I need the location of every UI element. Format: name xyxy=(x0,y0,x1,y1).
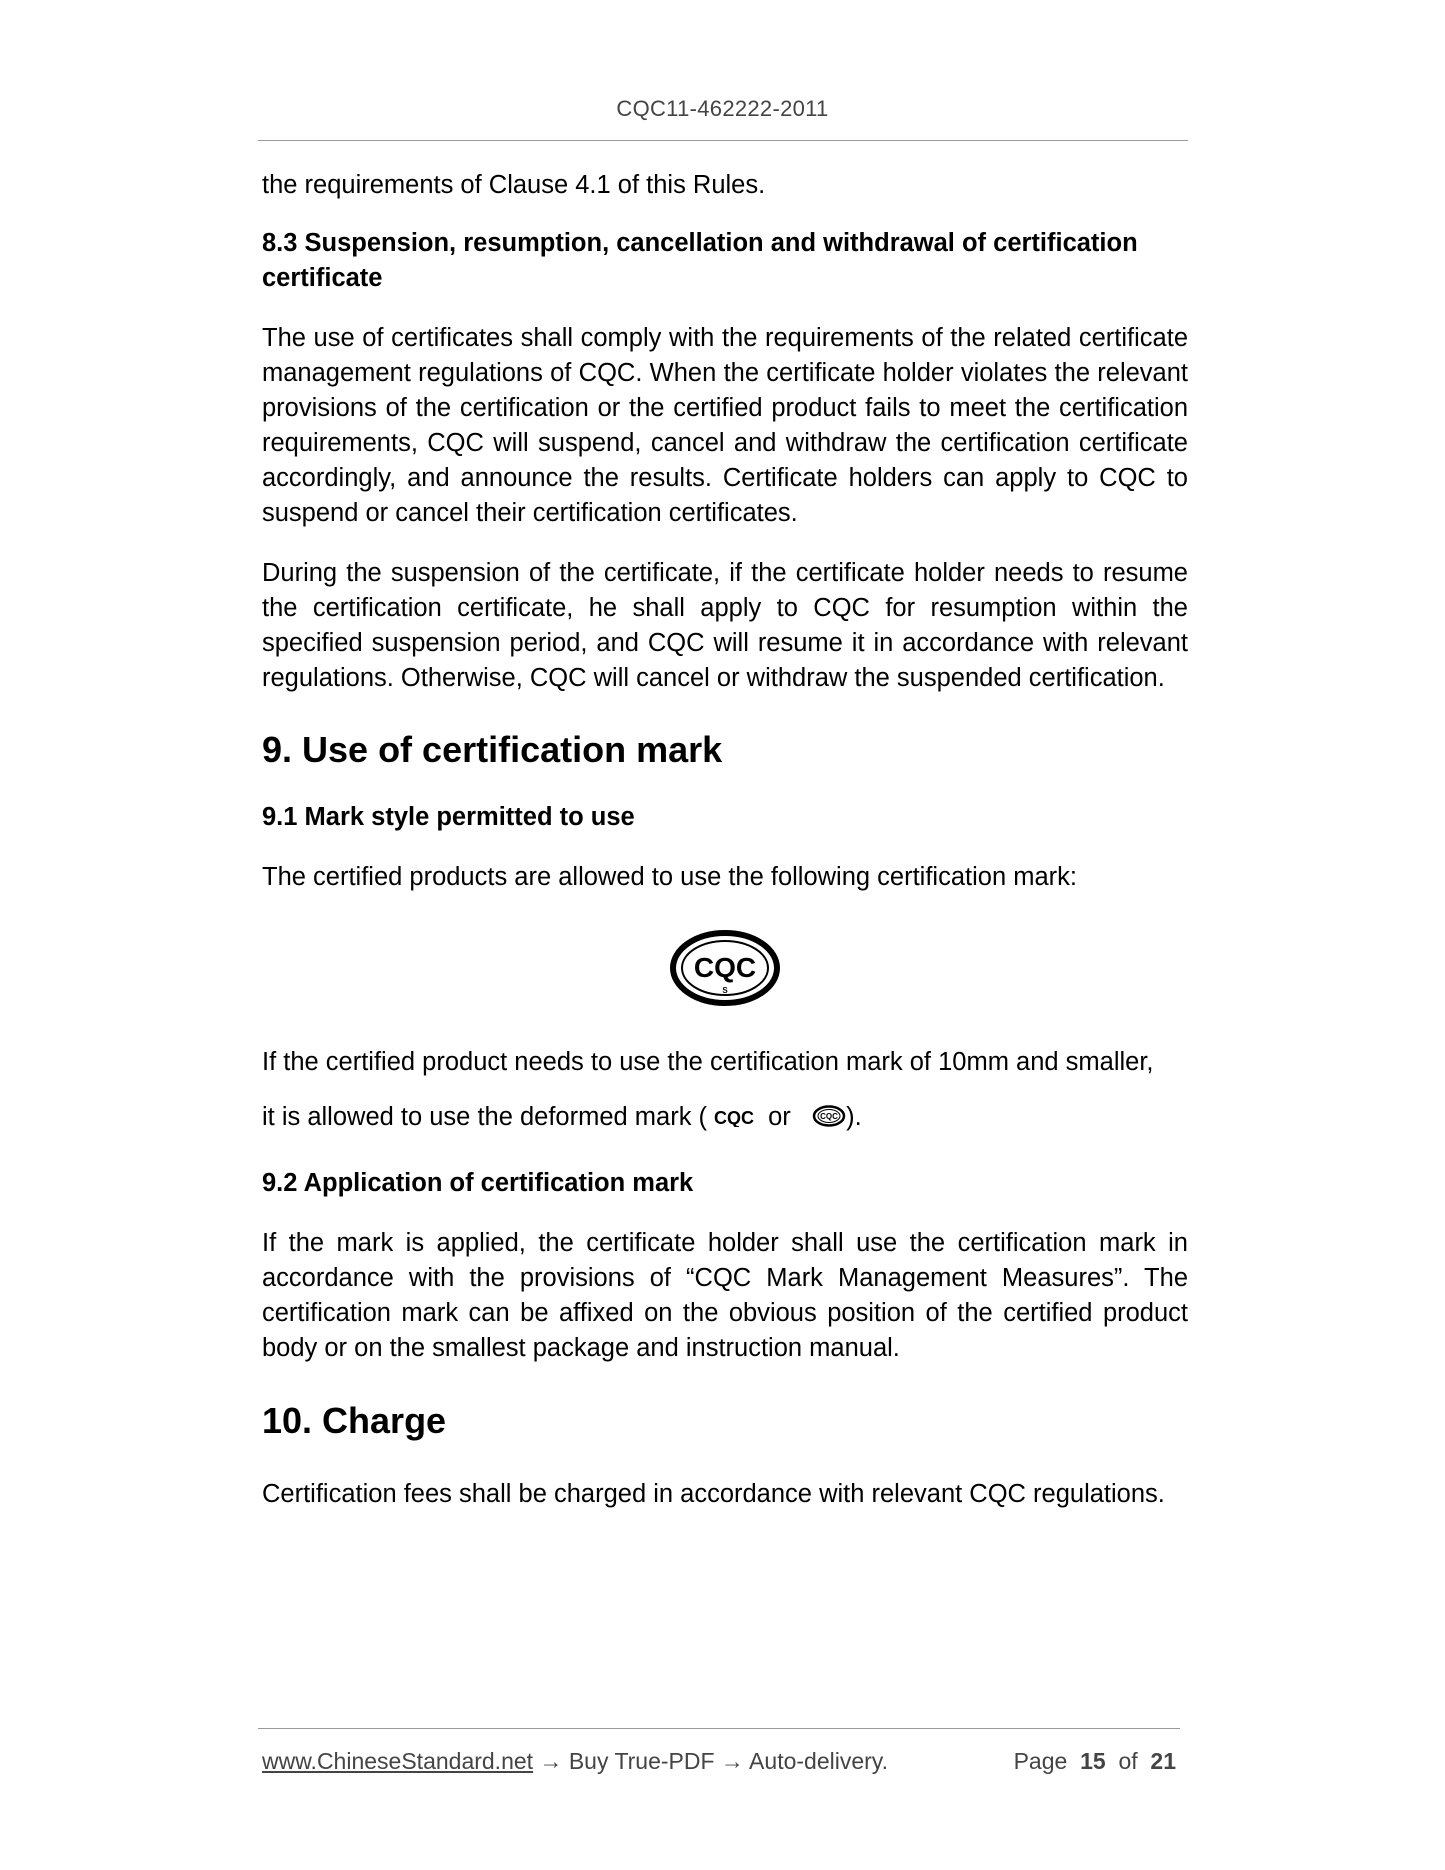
section-9-title: 9. Use of certification mark xyxy=(262,729,723,770)
deformed-mark-text-post: ). xyxy=(846,1103,862,1131)
section-8-3-paragraph-2: During the suspension of the certificate, if the certificate holder needs to resume the certification certificate, he shall apply to CQC for resumption within the specified suspension period, and CQC will resume it in accordance with relevant regulations. Otherwise, CQC will cancel or withdraw the suspended certification. xyxy=(262,559,1188,692)
section-8-3-paragraph-1: The use of certificates shall comply with the requirements of the related certificate management regulations of CQC. When the certificate holder violates the relevant provisions of the certification or the certified product fails to meet the certification requirements, CQC will suspend, cancel and withdraw the certification certificate accordingly, and announce the results. Certificate holders can apply to CQC to suspend or cancel their certification certificates. xyxy=(262,324,1188,527)
section-9-1-paragraph-2-line-2 xyxy=(262,1100,1188,1135)
deformed-mark-text-pre: it is allowed to use the deformed mark ( xyxy=(262,1103,708,1131)
page-content xyxy=(262,168,1188,1512)
total-pages: 21 xyxy=(1150,1748,1176,1774)
footer-tagline: → Buy True-PDF → Auto-delivery. xyxy=(533,1748,888,1774)
cqc-mark-logo xyxy=(669,929,781,1007)
continued-text: the requirements of Clause 4.1 of this Rules. xyxy=(262,171,766,199)
chinese-standard-link[interactable]: www.ChineseStandard.net xyxy=(262,1748,534,1774)
cqc-mark-figure xyxy=(262,929,1188,1007)
svg-text:CQC: CQC xyxy=(714,1109,755,1127)
cqc-mark-sub: S xyxy=(722,986,728,995)
section-9-1-paragraph-1: The certified products are allowed to use the following certification mark: xyxy=(262,863,1077,891)
page-indicator xyxy=(1014,1746,1176,1776)
footer-divider xyxy=(258,1728,1180,1729)
page-word: Page xyxy=(1013,1748,1068,1774)
current-page-number: 15 xyxy=(1080,1748,1106,1774)
document-code: CQC11-462222-2011 xyxy=(616,96,829,121)
header-divider xyxy=(258,140,1188,141)
section-9-1-paragraph-2-line-1: If the certified product needs to use the certification mark of 10mm and smaller, xyxy=(262,1048,1154,1076)
section-8-3-title: 8.3 Suspension, resumption, cancellation and withdrawal of certification certificate xyxy=(262,229,1138,292)
of-word: of xyxy=(1118,1748,1138,1774)
section-10-paragraph-1: Certification fees shall be charged in accordance with relevant CQC regulations. xyxy=(262,1480,1165,1508)
section-10-title: 10. Charge xyxy=(262,1400,447,1441)
section-9-1-title: 9.1 Mark style permitted to use xyxy=(262,803,635,831)
deformed-mark-text-or: or xyxy=(768,1103,791,1131)
cqc-deformed-mark-1 xyxy=(707,1109,761,1127)
page-footer xyxy=(262,1746,1180,1776)
cqc-deformed-mark-2 xyxy=(812,1105,846,1127)
cqc-mark-text: CQC xyxy=(693,952,757,983)
section-9-2-paragraph-1: If the mark is applied, the certificate holder shall use the certification mark in accordance with the provisions of “CQC Mark Management Measures”. The certification mark can be affixed on the obvious position of the certified product body or on the smallest package and instruction manual. xyxy=(262,1229,1188,1362)
svg-text:CQC: CQC xyxy=(820,1112,838,1121)
section-9-2-title: 9.2 Application of certification mark xyxy=(262,1169,694,1197)
